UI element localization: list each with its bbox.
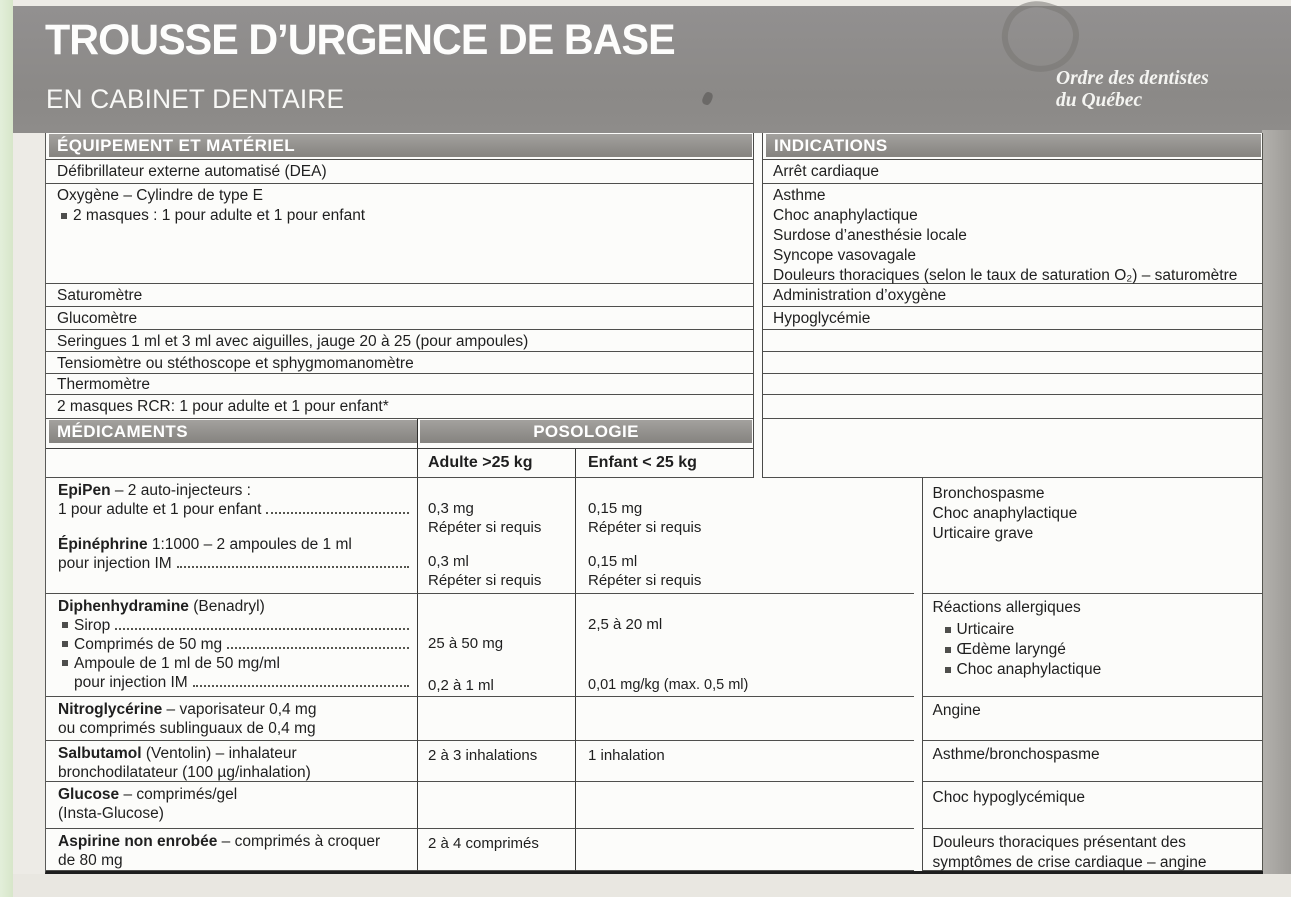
equipment-section-header: ÉQUIPEMENT ET MATÉRIEL xyxy=(49,134,752,157)
indication-cell: Asthme Choc anaphylactique Surdose d’anesthésie locale Syncope vasovagale Douleurs thoraciques (selon le taux de saturation O₂) – saturomètre xyxy=(762,184,1263,284)
medication-name: Glucose – comprimés/gel (Insta-Glucose) xyxy=(46,782,418,829)
bullet-icon xyxy=(62,622,68,628)
posology-child xyxy=(576,782,914,829)
scan-edge-left xyxy=(0,0,13,897)
medication-name: Salbutamol (Ventolin) – inhalateur bronchodilatateur (100 µg/inhalation) xyxy=(46,741,418,782)
medication-name: Nitroglycérine – vaporisateur 0,4 mg ou comprimés sublinguaux de 0,4 mg xyxy=(46,697,418,741)
dotted-leader xyxy=(193,685,409,687)
indications-section-header: INDICATIONS xyxy=(766,134,1261,157)
indication-cell xyxy=(762,352,1263,374)
table-row-epipen xyxy=(46,478,1263,594)
posology-child: 0,15 mg Répéter si requis 0,15 ml Répéter si requis xyxy=(576,478,914,594)
indication-cell: Arrêt cardiaque xyxy=(762,160,1263,184)
indication-cell: Douleurs thoraciques présentant des symptômes de crise cardiaque – angine xyxy=(922,829,1264,871)
medication-name: EpiPen – 2 auto-injecteurs : 1 pour adulte et 1 pour enfant Épinéphrine 1:1000 – 2 ampoules de 1 ml pour injection IM xyxy=(46,478,418,594)
posology-child xyxy=(576,829,914,871)
organization-logo xyxy=(1056,68,1209,112)
emergency-kit-table xyxy=(45,133,1263,874)
table-row-salbutamol xyxy=(46,741,1263,782)
scan-edge-right xyxy=(1262,130,1291,874)
bullet-icon xyxy=(61,213,67,219)
posology-adult xyxy=(418,782,576,829)
indication-cell xyxy=(762,395,1263,419)
posology-adult: 2 à 4 comprimés xyxy=(418,829,576,871)
equipment-name: Seringues 1 ml et 3 ml avec aiguilles, jauge 20 à 25 (pour ampoules) xyxy=(46,330,754,352)
table-row-cpr-masks xyxy=(46,395,1263,419)
indication-cell xyxy=(762,374,1263,395)
table-row-thermometer xyxy=(46,374,1263,395)
table-row-diphenhydramine xyxy=(46,594,1263,697)
equipment-name: Saturomètre xyxy=(46,284,754,307)
organization-name-line2: du Québec xyxy=(1056,89,1143,111)
table-row-nitroglycerine xyxy=(46,697,1263,741)
posology-section-header: POSOLOGIE xyxy=(420,420,752,443)
indication-cell: Asthme/bronchospasme xyxy=(922,741,1264,782)
medications-section-header: MÉDICAMENTS xyxy=(49,420,417,443)
indication-cell: Angine xyxy=(922,697,1264,741)
table-row-oxygen xyxy=(46,184,1263,284)
indication-cell: Bronchospasme Choc anaphylactique Urticaire grave xyxy=(922,478,1264,594)
posology-adult: 25 à 50 mg 0,2 à 1 ml xyxy=(418,594,576,697)
page-subtitle: EN CABINET DENTAIRE xyxy=(46,84,345,114)
equipment-name: Oxygène – Cylindre de type E 2 masques : 1 pour adulte et 1 pour enfant xyxy=(46,184,754,284)
medication-name: Aspirine non enrobée – comprimés à croquer de 80 mg xyxy=(46,829,418,871)
indication-cell xyxy=(762,330,1263,352)
column-header-adult: Adulte >25 kg xyxy=(418,449,576,477)
table-row-syringes xyxy=(46,330,1263,352)
equipment-name: 2 masques RCR: 1 pour adulte et 1 pour enfant* xyxy=(46,395,754,419)
scan-edge-bottom xyxy=(13,874,1291,897)
section-header-row xyxy=(46,133,1263,160)
posology-child xyxy=(576,697,914,741)
bullet-icon xyxy=(62,641,68,647)
table-row-dea xyxy=(46,160,1263,184)
posology-adult: 0,3 mg Répéter si requis 0,3 ml Répéter si requis xyxy=(418,478,576,594)
posology-adult xyxy=(418,697,576,741)
indication-cell: Hypoglycémie xyxy=(762,307,1263,330)
posology-child: 1 inhalation xyxy=(576,741,914,782)
table-row-glucometer xyxy=(46,307,1263,330)
dotted-leader xyxy=(115,628,409,630)
medication-name: Diphenhydramine (Benadryl) Sirop Comprimés de 50 mg Ampoule de 1 ml de 50 mg/ml pour injection IM xyxy=(46,594,418,697)
bullet-icon xyxy=(945,627,951,633)
bullet-icon xyxy=(62,660,68,666)
indication-cell: Administration d’oxygène xyxy=(762,284,1263,307)
indication-cell xyxy=(762,419,1263,478)
dotted-leader xyxy=(266,512,409,514)
posology-child: 2,5 à 20 ml 0,01 mg/kg (max. 0,5 ml) xyxy=(576,594,914,697)
column-header-child: Enfant < 25 kg xyxy=(588,454,697,471)
indication-cell: Choc hypoglycémique xyxy=(922,782,1264,829)
equipment-name: Glucomètre xyxy=(46,307,754,330)
table-row-saturometer xyxy=(46,284,1263,307)
page-title: TROUSSE D’URGENCE DE BASE xyxy=(45,16,675,64)
equipment-name: Tensiomètre ou stéthoscope et sphygmomanomètre xyxy=(46,352,754,374)
dotted-leader xyxy=(177,566,409,568)
indication-cell: Réactions allergiques Urticaire Œdème laryngé Choc anaphylactique xyxy=(922,594,1264,697)
table-row-aspirine xyxy=(46,829,1263,871)
equipment-name: Défibrillateur externe automatisé (DEA) xyxy=(46,160,754,184)
table-row-glucose xyxy=(46,782,1263,829)
dotted-leader xyxy=(227,647,409,649)
table-row-tensiometer xyxy=(46,352,1263,374)
equipment-name: Thermomètre xyxy=(46,374,754,395)
bullet-icon xyxy=(945,667,951,673)
medications-header-group xyxy=(46,419,1263,478)
organization-name-line1: Ordre des dentistes xyxy=(1056,68,1209,89)
posology-adult: 2 à 3 inhalations xyxy=(418,741,576,782)
bullet-icon xyxy=(945,647,951,653)
